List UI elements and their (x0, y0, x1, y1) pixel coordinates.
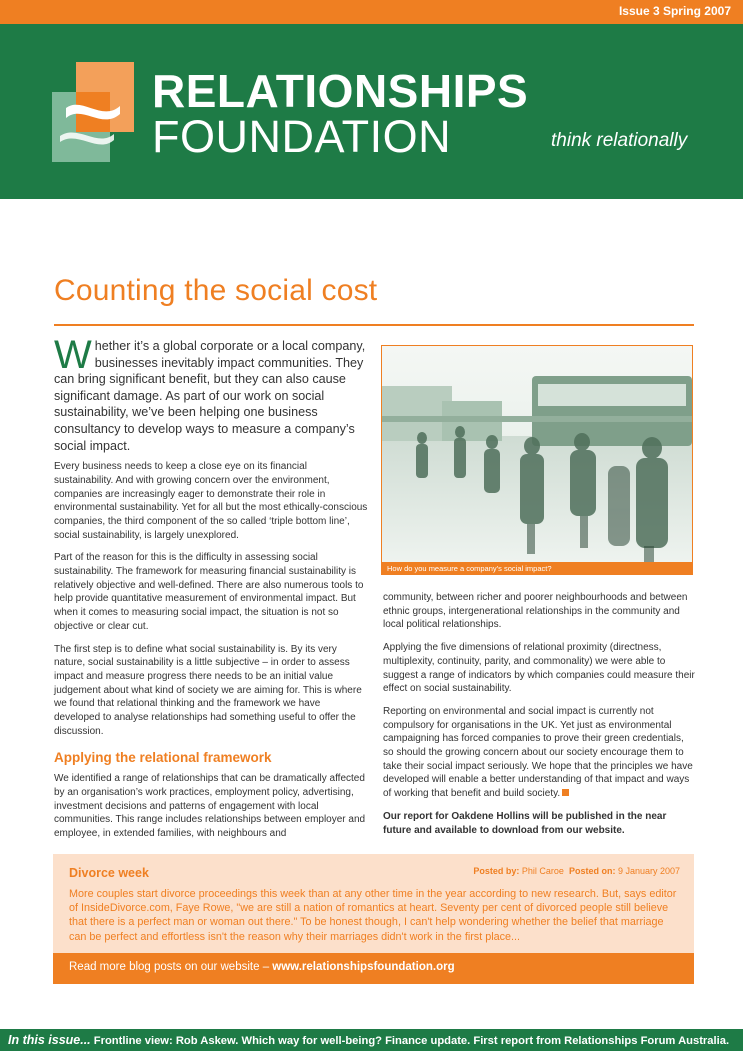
blog-link[interactable] (69, 961, 455, 973)
blog-link-bar (53, 953, 694, 984)
article-lead (54, 333, 368, 454)
brand-name-line1: RELATIONSHIPS (152, 65, 529, 117)
blog-panel (53, 854, 694, 984)
closing-note: Our report for Oakdene Hollins will be published in the near future and available to download from our website. (383, 810, 667, 836)
drop-cap: W (54, 333, 92, 377)
in-this-issue-bar (0, 1029, 743, 1051)
posted-by-label: Posted by: (473, 866, 520, 876)
paragraph-text: Reporting on environmental and social impact is currently not compulsory for organisations in the UK. Yet just as environmental campaigning has forced companies to prove their green credentials, so should the growing concern about our society encourage them to take their social impact seriously. We hope that the principles we have developed will enable a better understanding of that impact and ways of working that benefit and build society. (383, 705, 693, 800)
posted-by-value: Phil Caroe (521, 866, 564, 876)
brand-name-line2: FOUNDATION (152, 111, 452, 162)
paragraph: We identified a range of relationships that can be dramatically affected by an organisation’s work practices, employment policy, advertising, investment decisions and patterns of engagement with local communities. This range includes relationships between employer and employee, in extended families, with neighbours and (54, 773, 366, 840)
paragraph: Every business needs to keep a close eye on its financial sustainability. And with growing concern over the environment, companies are increasingly eager to demonstrate their role in environmental sustainability. Yet for all but the most ethically-conscious companies, the third component of the so called ‘triple bottom line’, social sustainability, is largely unexplored. (54, 461, 368, 541)
blog-post-meta (473, 866, 680, 876)
section-heading: Applying the relational framework (54, 749, 272, 765)
end-mark-icon (562, 789, 569, 796)
website-link[interactable]: www.relationshipsfoundation.org (272, 961, 455, 973)
article-title: Counting the social cost (54, 274, 378, 307)
tagline: think relationally (551, 130, 688, 151)
posted-on-label: Posted on: (568, 866, 616, 876)
issue-bar (0, 0, 743, 24)
issue-label: Issue 3 Spring 2007 (618, 4, 731, 18)
article-column-left (54, 333, 368, 850)
paragraph: The first step is to define what social sustainability is. By its very nature, social sustainability is a little subjective – in order to assess impact and measure progress there needs to be an initial value judgement about what kind of society we are aiming for. This is where we found that relational thinking and the framework we have developed to analyse relationships had something useful to offer the discussion. (54, 643, 362, 737)
in-this-issue-label: In this issue... (8, 1033, 91, 1047)
paragraph: Part of the reason for this is the difficulty in assessing social sustainability. The framework for measuring financial sustainability is relatively objective and well-defined. There are also numerous tools to help provide quantitative measurement of environmental impact. But when it comes to measuring social impact, the situation is not so objective or clear cut. (54, 552, 364, 632)
posted-on-value: 9 January 2007 (617, 866, 680, 876)
photo-illustration (382, 346, 692, 562)
blog-post-title[interactable]: Divorce week (69, 866, 149, 880)
street-crowd-photo (381, 345, 693, 575)
paragraph (383, 705, 695, 801)
blog-link-label: Read more blog posts on our website – (69, 961, 270, 973)
paragraph: Applying the five dimensions of relational proximity (directness, multiplexity, continuity, parity, and commonality) we were able to suggest a range of indicators by which companies could measure their effect on social sustainability. (383, 642, 695, 695)
title-divider (54, 324, 694, 326)
paragraph: community, between richer and poorer neighbourhoods and between ethnic groups, intergenerational relationships in the community and local political relationships. (383, 592, 688, 631)
foundation-logo-icon (52, 62, 134, 162)
lead-text: hether it’s a global corporate or a local company, businesses inevitably impact communities. They can bring significant benefit, but they can also cause significant damage. As part of our work on social sustainability, we’ve been helping one business consultancy to develop ways to measure a company’s social impact. (54, 339, 366, 453)
blog-post-excerpt: More couples start divorce proceedings this week than at any other time in the year according to new research. But, says editor of InsideDivorce.com, Faye Rowe, "we are still a nation of romantics at heart. Seventy per cent of divorced people still believe that there is a perfect man or woman out there." To be honest though, I can't help wondering whether the belief that marriage can be perfect and effortless isn't the reason why their marriages didn't work in the first place... (69, 888, 677, 943)
masthead (0, 24, 743, 199)
in-this-issue-items: Frontline view: Rob Askew. Which way for well-being? Finance update. First report from Relationships Forum Australia. (93, 1035, 730, 1047)
article-column-right (383, 591, 695, 846)
in-this-issue-content (8, 1033, 729, 1047)
photo-caption: How do you measure a company’s social impact? (382, 562, 692, 574)
